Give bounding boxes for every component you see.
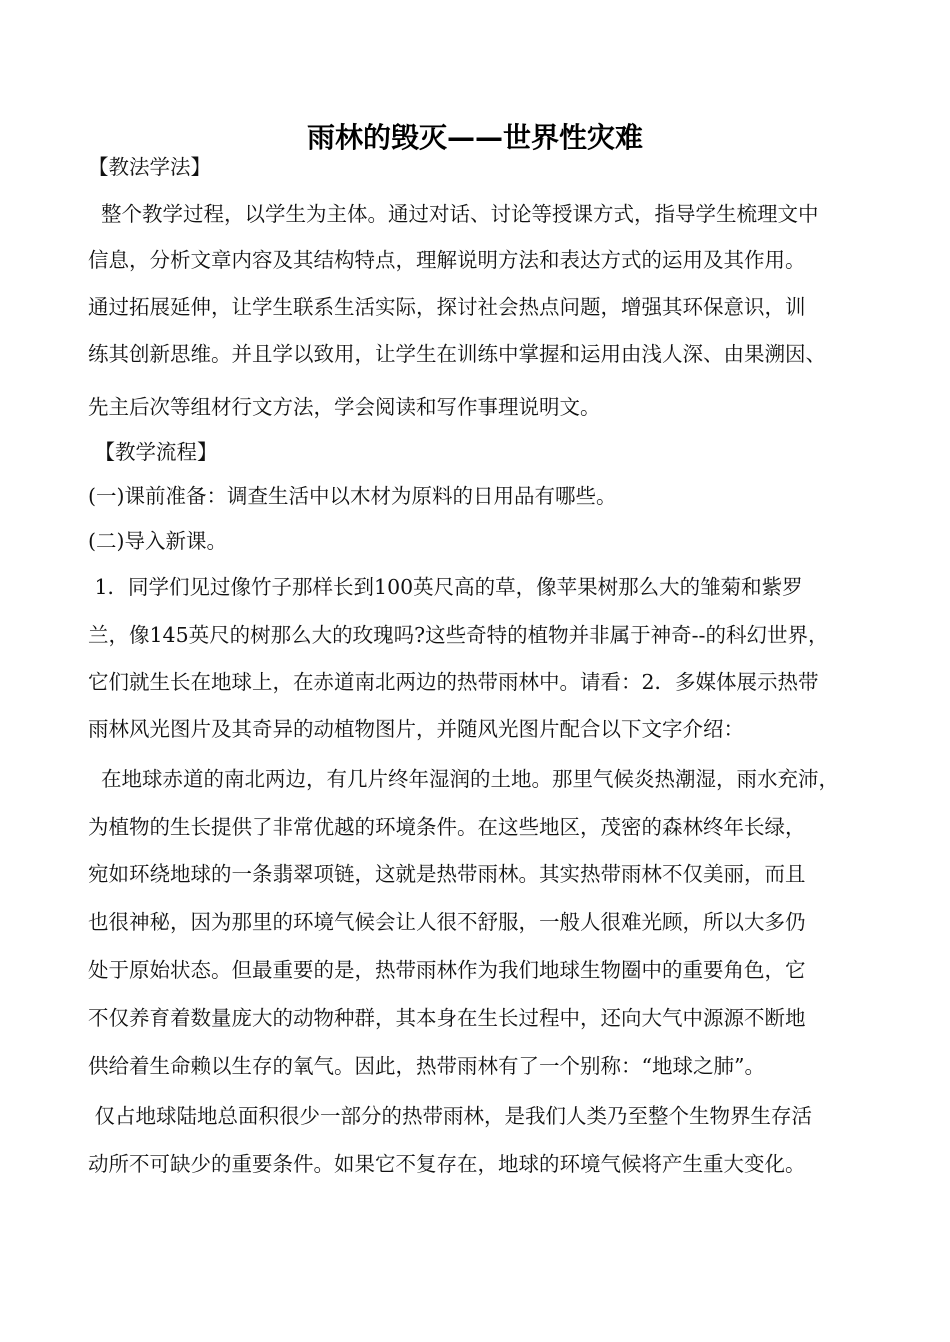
- text-line: 整个教学过程，以学生为主体。通过对话、讨论等授课方式，指导学生梳理文中: [88, 202, 819, 226]
- section-heading-methods: 【教法学法】: [88, 155, 211, 179]
- text-line: 处于原始状态。但最重要的是，热带雨林作为我们地球生物圈中的重要角色，它: [88, 958, 806, 982]
- text-line: 1．同学们见过像竹子那样长到100英尺高的草，像苹果树那么大的雏菊和紫罗: [88, 575, 803, 599]
- text-line: 先主后次等组材行文方法，学会阅读和写作事理说明文。: [88, 395, 601, 419]
- text-line: 它们就生长在地球上，在赤道南北两边的热带雨林中。请看：2．多媒体展示热带: [88, 670, 819, 694]
- text-line: 也很神秘，因为那里的环境气候会让人很不舒服，一般人很难光顾，所以大多仍: [88, 910, 806, 934]
- text-line: 不仅养育着数量庞大的动物种群，其本身在生长过程中，还向大气中源源不断地: [88, 1006, 806, 1030]
- text-line: 动所不可缺少的重要条件。如果它不复存在，地球的环境气候将产生重大变化。: [88, 1152, 806, 1176]
- text-line: 仅占地球陆地总面积很少一部分的热带雨林，是我们人类乃至整个生物界生存活: [88, 1104, 813, 1128]
- text-line: 在地球赤道的南北两边，有几片终年湿润的土地。那里气候炎热潮湿，雨水充沛，: [88, 767, 840, 791]
- text-line: 为植物的生长提供了非常优越的环境条件。在这些地区，茂密的森林终年长绿，: [88, 815, 806, 839]
- text-line: 兰，像145英尺的树那么大的玫瑰吗?这些奇特的植物并非属于神奇--的科幻世界，: [88, 623, 829, 647]
- text-line: 信息，分析文章内容及其结构特点，理解说明方法和表达方式的运用及其作用。: [88, 248, 806, 272]
- text-line: (二)导入新课。: [88, 529, 227, 553]
- document-title: 雨林的毁灭——世界性灾难: [306, 121, 643, 154]
- text-line: 供给着生命赖以生存的氧气。因此，热带雨林有了一个别称：“地球之肺”。: [88, 1054, 765, 1078]
- text-line: (一)课前准备：调查生活中以木材为原料的日用品有哪些。: [88, 484, 617, 508]
- text-line: 宛如环绕地球的一条翡翠项链，这就是热带雨林。其实热带雨林不仅美丽，而且: [88, 862, 806, 886]
- section-heading-process: 【教学流程】: [88, 440, 218, 464]
- text-line: 通过拓展延伸，让学生联系生活实际，探讨社会热点问题，增强其环保意识，训: [88, 295, 806, 319]
- text-line: 雨林风光图片及其奇异的动植物图片，并随风光图片配合以下文字介绍：: [88, 717, 744, 741]
- text-line: 练其创新思维。并且学以致用，让学生在训练中掌握和运用由浅人深、由果溯因、: [88, 342, 826, 366]
